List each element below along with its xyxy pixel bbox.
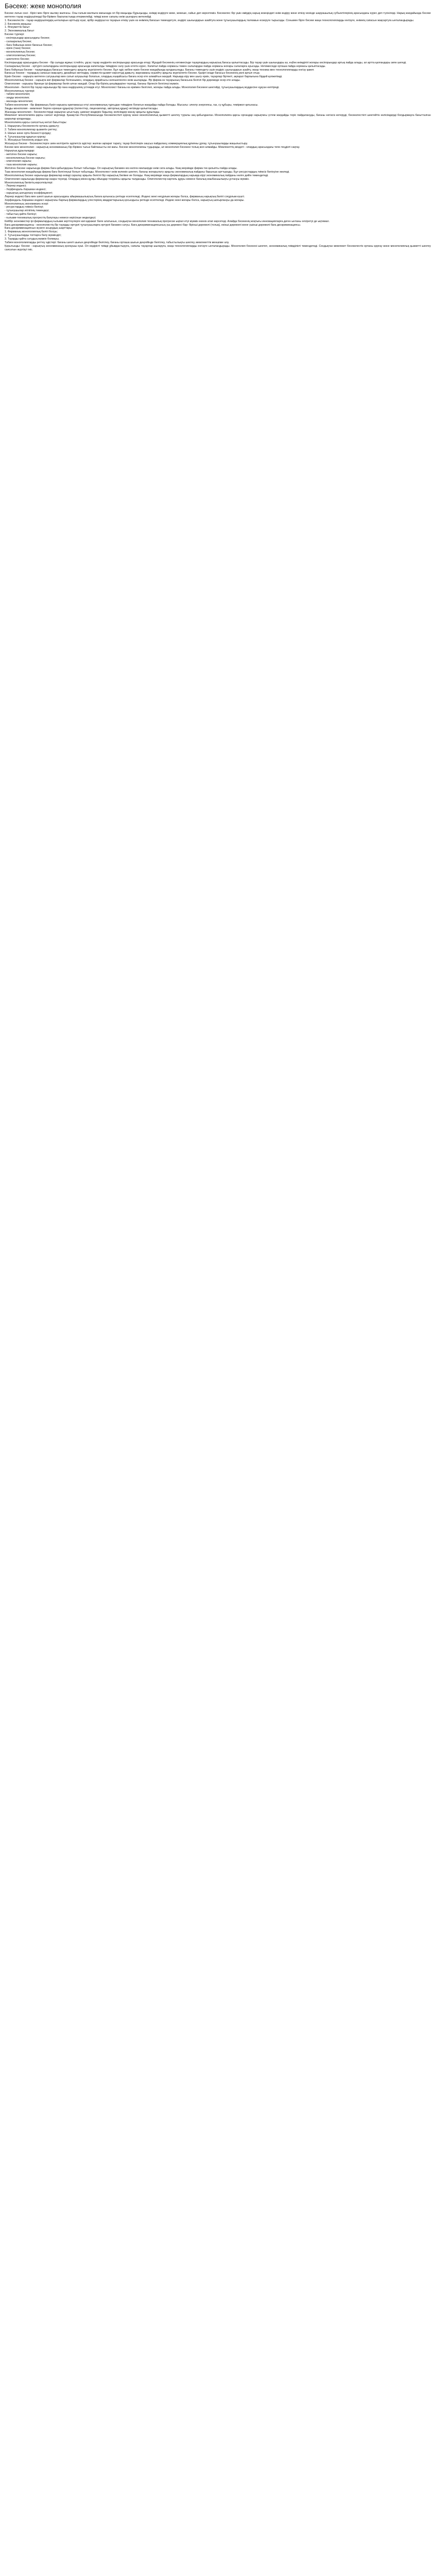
paragraph: Жосықсыз бәсеке - бәсекелестерге зиян келтіретін әділетсіз әдістер: жалған ақпарат тарату, тауар белгілерін заңсыз пайдалану, коммерциялық құпияны ұрлау, тұтынушыларды жаңылыстыру. <box>5 142 248 146</box>
paragraph: Монополия - белгілі бір тауар нарығында бір ғана өндірушінің үстемдік етуі. Монополист бағаны өз еркімен белгілеп, жоғары пайда алады. Монополия бәсекені шектейді, тұтынушылардың мүддесіне нұқсан келтіреді. <box>5 86 280 89</box>
page-title: Бәсеке: жеке монополия <box>5 2 81 10</box>
paragraph: - монополиялық бәсеке нарығы; <box>5 156 46 160</box>
paragraph: - ғылыми-техникалық прогрестің баяулауы немесе керісінше жеделдеуі; <box>5 216 96 219</box>
paragraph: Табиғи монополия - бір фирманың бүкіл нарықты қамтамасыз етуі экономикалық тұрғыдан тиімдірек болатын жағдайда пайда болады. Мысалы: электр энергиясы, газ, су құбыры, теміржол қатынасы. <box>5 103 258 107</box>
paragraph: 1. Әлеуметтік бағыт <box>5 26 30 29</box>
paragraph: Олигополия - нарықты бірнеше ірі фирмалар бөліп алған жағдай. Олар бір-бірінің шешімдеріне тәуелді, бағаны бірлесіп белгілеуі мүмкін. <box>5 82 180 86</box>
paragraph: Лернер индексі баға мен шекті шығын арасындағы айырмашылықтың бағаға қатынасы ретінде есептеледі. Индекс мәні неғұрлым жоғары болса, фирманың нарықтық билігі соғұрлым күшті. <box>5 195 245 198</box>
paragraph: Баға дискриминациясын жүзеге асырудың шарттары: <box>5 227 73 230</box>
paragraph: - таза монополия нарығы; <box>5 163 38 167</box>
paragraph: 3. Шағын және орта бизнесті қолдау; <box>5 131 51 135</box>
paragraph: 3. Тауарды қайта сатудың мүмкін болмауы. <box>5 238 60 241</box>
paragraph: Монополиялық биліктің көрсеткіштері: <box>5 181 53 184</box>
paragraph: - шектелген бәсеке; <box>5 57 30 61</box>
paragraph: - табыстың қайта бөлінуі; <box>5 213 37 216</box>
paragraph: Монополияға қарсы саясаттың негізгі бағыттары: <box>5 121 67 125</box>
paragraph: Еркін бәсеке - нарықта көптеген сатушылар мен сатып алушылар болатын, олардың ешқайсысы бағаға әсер ете алмайтын жағдай. Нарыққа кіру мен шығу еркін, тауарлар біртекті, ақпарат барлығына бірдей қолжетімді. <box>5 75 283 79</box>
paragraph: Бәсеке латын сөзі - Кірісі мен бірге жылжу жалғасы. Оны ғалым жалпыға мағынада ол бір маңызды бұрыңызды, өнімді өндіруге жеке, жекеше, сайыс деп көрсетеміз. Бәсекелес бір үшін өмірдің нарық кезеңіндегі өнім өндіру және өткізу кезінде шаруашылық субъектілерінің арасындағы күрес деп түсініледі. Нарық жағдайында бәсеке көптеген тауар өндірушілерді бір-бірімен бақталастыққа итермелейді, тиімді және сапалы өнім шығаруға жетелейді. <box>5 12 431 19</box>
paragraph: Қорытынды: бәсеке - нарықтық экономиканың қозғаушы күші. Ол өндірісті тиімді ұйымдастыруға, сапалы тауарлар шығаруға, жаңа технологияларды енгізуге ынталандырады. Монополия бәсекені шектеп, экономикалық тиімділікті төмендетеді. Сондықтан мемлекет бәсекелестік ортаны қорғау және монополиялық қызметті шектеу саясатын жүргізуі тиіс. <box>5 244 431 251</box>
paragraph: Баға дискриминациясы - монополистің бір тауарды әртүрлі тұтынушыларға әртүрлі бағамен сатуы. Баға дискриминациясының үш дәрежесі бар: бірінші дәрежелі (толық), екінші дәрежелі және үшінші дәрежелі баға дискриминациясы. <box>5 223 301 227</box>
paragraph: Баға бойынша бәсеке - тауарлардың бағасын төмендету арқылы жүргізілетін бәсеке. Бұл әдіс көбіне еркін бәсеке жағдайында қолданылады. Бағаны төмендету үшін өндіріс шығындарын азайту, жаңа техника мен технологияларды енгізу қажет. <box>5 68 315 72</box>
paragraph: - нарықтық шоғырлану коэффициенті; <box>5 192 53 195</box>
paragraph: Бәсеке түрлері: <box>5 33 25 37</box>
paragraph: - кәсіпорындар арасындағы бәсеке; <box>5 36 50 40</box>
paragraph: Заңды монополия - мемлекет берген ерекше құқықтар (патенттер, лицензиялар, авторлық құқық) негізінде қалыптасады. <box>5 107 159 110</box>
paragraph: - заңды монополия; <box>5 96 30 100</box>
paragraph: Монополияның экономикаға әсері: <box>5 202 49 206</box>
paragraph: Табиғи монополияларды реттеу әдістері: бағаны шекті шығын деңгейінде белгілеу, бағаны орташа шығын деңгейінде белгілеу, табыстылықты шектеу, мемлекеттік меншікке алу. <box>5 241 230 244</box>
paragraph: Кәсіпорындар арасындағы бәсеке - бір салада жұмыс істейтін, ұқсас тауар өндіретін кәсіпорындар арасында өтеді. Мұндай бәсекенің нәтижесінде тауарлардың нарықтық бағасы қалыптасады. Бір тауар үшін шығындары аз, еңбек өнімділігі жоғары кәсіпорындар артық пайда алады, ал артта қалғандары зиян шегеді. <box>5 61 407 64</box>
paragraph: - олигополия нарығы; <box>5 160 32 163</box>
paragraph: Монополияның түрлері: <box>5 89 35 93</box>
paragraph: 2. Тұтынушыларды топтарға бөлу мүмкіндігі; <box>5 234 62 238</box>
paragraph: - Херфиндаль-Хиршман индексі; <box>5 188 46 192</box>
paragraph: Монополиялық бәсеке нарығында фирмалар өнімді саралау арқылы белгілі бір нарықтық билікке ие болады. Ұзақ мерзімде жаңа фирмалардың нарыққа кіруі экономикалық пайданы нөлге дейін төмендетеді. <box>5 174 269 177</box>
paragraph: - Лернер индексі; <box>5 184 27 188</box>
paragraph: Монополиялық бәсеке - нарықта көп фирмалар болғанымен, олардың әрқайсысы өзгешеленген өнім шығарады. Әр фирма өз тауарының бағасына белгілі бір дәрежеде әсер ете алады. <box>5 79 241 82</box>
paragraph: - баға бойынша және бағасыз бәсеке; <box>5 43 53 47</box>
paragraph: Салааралық бәсеке - әртүрлі салалардағы кәсіпорындар арасында капиталды тиімдірек салу үшін өтетін күрес. Капитал пайда нормасы төмен салалардан пайда нормасы жоғары салаларға ауысады. Нәтижесінде орташа пайда нормасы қалыптасады. <box>5 64 326 68</box>
paragraph: Нарықтық құрылымдар: <box>5 149 35 152</box>
paragraph: 5. Жосықсыз бәсекенің алдын алу. <box>5 139 49 142</box>
paragraph: Олигополия нарығында фирмалар өзара тәуелді. Олардың мінез-құлқы ойындар теориясы арқылы талданады. Олигополистер картель құруы немесе бағалық көшбасшылықты ұстануы мүмкін. <box>5 177 250 181</box>
paragraph: 2. Экономикалық бағыт <box>5 29 34 33</box>
paragraph: 4. Тұтынушылар құқығын қорғау; <box>5 135 46 139</box>
paragraph: - салааралық бәсеке; <box>5 40 32 43</box>
paragraph: Таза монополия жағдайында фирма баға белгілеуші болып табылады. Монополист өнім көлемін шектеп, бағаны жоғарылату арқылы экономикалық пайданы барынша арттырады. Бұл ресурстардың тиімсіз бөлінуіне әкеледі. <box>5 170 290 174</box>
paragraph: 2. Бәсекенің маңызы: <box>5 22 32 26</box>
paragraph: Жасанды монополия - бәсекелестерді нарықтан ығыстыру, шикізат көздерін бақылау, келісімдер жасау арқылы құрылады. <box>5 110 160 114</box>
paragraph: - жасанды монополия; <box>5 100 33 104</box>
paragraph: Бағасыз бәсеке - тауардың сапасын жақсарту, дизайнын жетілдіру, сервистік қызмет көрсетуді дамыту, жарнаманы күшейту арқылы жүргізілетін бәсеке. Қазіргі кезде бағасыз бәсекенің рөлі артып отыр. <box>5 72 260 75</box>
paragraph: Бәсеке мен монополия - нарықтық экономиканың бір-бірімен тығыз байланысты екі жағы. Бәсеке монополияны тудырады, ал монополия бәсекені толық жоя алмайды. Мемлекеттің міндеті - олардың арасындағы тепе-теңдікті сақтау. <box>5 146 300 149</box>
paragraph: 1. Нарықтағы бәсекелестік ортаны дамыту; <box>5 125 60 128</box>
paragraph: Жетілген бәсеке нарығында фирма баға қабылдаушы болып табылады. Ол нарықтық бағамен кез келген мөлшерде өнім сата алады. Ұзақ мерзімде фирма тек қалыпты пайда алады. <box>5 167 238 171</box>
paragraph: 2. Табиғи монополиялар қызметін реттеу; <box>5 128 58 131</box>
paragraph: Мемлекет монополияға қарсы саясат жүргізеді. Қазақстан Республикасында бәсекелестікті қорғау және монополиялық қызметті шектеу туралы заң қабылданған. Монополияға қарсы органдар нарықтағы үстем жағдайды теріс пайдалануды, бағаны негізсіз көтеруді, бәсекелестікті шектейтін келісімдерді болдырмауға бағытталған шаралар қолданады. <box>5 114 431 121</box>
paragraph: - тұтынушылар игілігінің төмендеуі; <box>5 209 49 213</box>
paragraph: Херфиндаль-Хиршман индексі нарықтағы барлық фирмалардың үлестерінің квадраттарының қосындысы ретінде есептеледі. Индекс мәні жоғары болса, нарықтың шоғырлануы да жоғары. <box>5 198 245 202</box>
paragraph: - еркін (таза) бәсеке; <box>5 47 31 50</box>
paragraph: Кейбір экономистер ірі фирмалардың ғылыми зерттеулерге көп қаражат бөле алатынын, сондықтан монополия техникалық прогреске ықпал етуі мүмкін екенін атап көрсетеді. Алайда бәсекенің жоқтығы инновацияларға деген ынтаны әлсіретуі де ықтимал. <box>5 219 330 223</box>
paragraph: - монополиялық бәсеке; <box>5 50 36 54</box>
paragraph: - олигополиялық бәсеке; <box>5 54 36 58</box>
paragraph: - ресурстардың тиімсіз бөлінуі; <box>5 206 44 209</box>
paragraph: - жетілген бәсеке нарығы; <box>5 152 38 156</box>
document-body <box>5 12 431 251</box>
paragraph: 1. Бәсекелестік - тауар өндірушілердің ынталарын арттыру күші, әрбір өндіруші өз тауарын өткізу үшін өз өнімінің бағасын төмендетуге, өндіріс шығындарын азайтуға және тұтынушылардың талғамын ескеруге тырысады. Сонымен бірге бәсеке жаңа технологияларды енгізуге, өнімнің сапасын жақсартуға ынталандырады. <box>5 19 414 22</box>
paragraph: - табиғи монополия; <box>5 93 30 96</box>
paragraph: 1. Фирманың монополиялық билігі болуы; <box>5 230 58 234</box>
